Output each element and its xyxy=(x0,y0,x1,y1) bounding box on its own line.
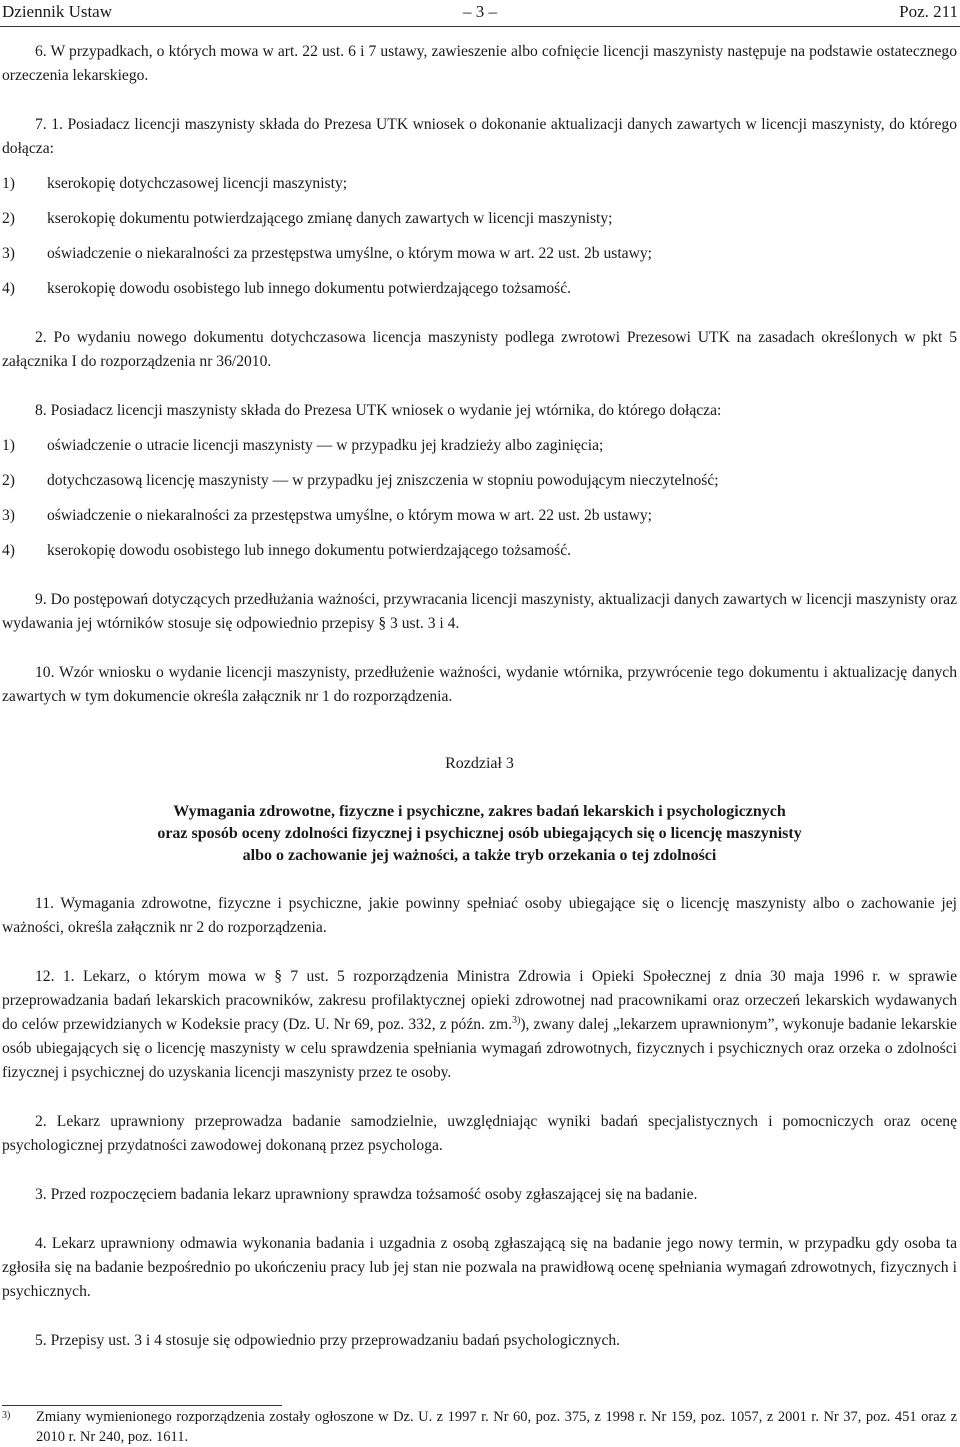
list-item xyxy=(2,434,957,458)
paragraph-7-1: 7. 1. Posiadacz licencji maszynisty składa do Prezesa UTK wniosek o dokonanie aktualizacji danych zawartych w licencji maszynisty, do którego dołącza: xyxy=(2,116,957,157)
list-number: 4) xyxy=(2,542,15,559)
chapter-title-line: albo o zachowanie jej ważności, a także tryb orzekania o tej zdolności xyxy=(242,847,717,864)
paragraph-12-1-part-a: 12. 1. Lekarz, o którym mowa w § 7 ust. 5 rozporządzenia Ministra Zdrowia i Opieki Społecznej z dnia 30 maja 1996 r. w sprawie przeprowadzania badań lekarskich pracowników, zakresu profilaktycznej opieki zdrowotnej nad pracownikami oraz orzeczeń lekarskich wydawanych do celów przewidzianych w Kodeksie pracy (Dz. U. Nr 69, poz. 332, z późn. zm. xyxy=(2,968,957,1033)
list-item xyxy=(2,277,957,301)
paragraph-12-3: 3. Przed rozpoczęciem badania lekarz uprawniony sprawdza tożsamość osoby zgłaszającej się na badanie. xyxy=(35,1186,698,1203)
list-text: kserokopię dowodu osobistego lub innego dokumentu potwierdzającego tożsamość. xyxy=(47,280,572,297)
list-text: kserokopię dowodu osobistego lub innego dokumentu potwierdzającego tożsamość. xyxy=(47,542,572,559)
paragraph-10: 10. Wzór wniosku o wydanie licencji maszynisty, przedłużenie ważności, wydanie wtórnika, przywrócenie tego dokumentu i aktualizację danych zawartych w tym dokumencie określa załącznik nr 1 do rozporządzenia. xyxy=(2,664,957,705)
list-text: kserokopię dotychczasowej licencji maszynisty; xyxy=(47,175,348,192)
list-number: 3) xyxy=(2,245,15,262)
list-number: 2) xyxy=(2,472,15,489)
footnote xyxy=(2,1407,957,1447)
list-text: dotychczasową licencję maszynisty — w przypadku jej zniszczenia w stopniu powodującym nieczytelność; xyxy=(47,472,719,489)
paragraph-7-2: 2. Po wydaniu nowego dokumentu dotychczasowa licencja maszynisty podlega zwrotowi Prezesowi UTK na zasadach określonych w pkt 5 załącznika I do rozporządzenia nr 36/2010. xyxy=(2,329,957,370)
list-item xyxy=(2,469,957,493)
list-text: kserokopię dokumentu potwierdzającego zmianę danych zawartych w licencji maszynisty; xyxy=(47,210,613,227)
list-number: 2) xyxy=(2,210,15,227)
paragraph-8: 8. Posiadacz licencji maszynisty składa do Prezesa UTK wniosek o wydanie jej wtórnika, do którego dołącza: xyxy=(35,402,722,419)
journal-title: Dziennik Ustaw xyxy=(2,2,113,21)
footnote-divider xyxy=(2,1405,282,1406)
list-text: oświadczenie o utracie licencji maszynisty — w przypadku jej kradzieży albo zaginięcia; xyxy=(47,437,604,454)
paragraph-12-5: 5. Przepisy ust. 3 i 4 stosuje się odpowiednio przy przeprowadzaniu badań psychologicznych. xyxy=(35,1332,621,1349)
list-item xyxy=(2,504,957,528)
list-item xyxy=(2,539,957,563)
paragraph-11: 11. Wymagania zdrowotne, fizyczne i psychiczne, jakie powinny spełniać osoby ubiegające się o licencję maszynisty albo o zachowanie jej ważności, określa załącznik nr 2 do rozporządzenia. xyxy=(2,895,957,936)
footnote-text: Zmiany wymienionego rozporządzenia zostały ogłoszone w Dz. U. z 1997 r. Nr 60, poz. 375, z 1998 r. Nr 159, poz. 1057, z 2001 r. Nr 37, poz. 451 oraz z 2010 r. Nr 240, poz. 1611. xyxy=(36,1409,957,1445)
paragraph-12-1-part-b: ), zwany dalej „lekarzem uprawnionym”, wykonuje badanie lekarskie osób ubiegających się o licencję maszynisty w celu sprawdzenia spełniania wymagań zdrowotnych, fizycznych i psychicznych oraz orzeka o zdolności fizycznej i psychicznej do uzyskania licencji maszynisty przez te osoby. xyxy=(2,1016,957,1081)
page-number: – 3 – xyxy=(463,2,497,21)
list-item xyxy=(2,207,957,231)
paragraph-12-1 xyxy=(2,965,957,1085)
paragraph-12-2: 2. Lekarz uprawniony przeprowadza badanie samodzielnie, uwzględniając wyniki badań specjalistycznych i pomocniczych oraz ocenę psychologicznej przydatności zawodowej dokonaną przez psychologa. xyxy=(2,1113,957,1154)
chapter-title-line: oraz sposób oceny zdolności fizycznej i psychicznej osób ubiegających się o licencję maszynisty xyxy=(157,825,802,842)
list-item xyxy=(2,242,957,266)
position-number: Poz. 211 xyxy=(899,2,958,21)
footnote-reference[interactable]: 3) xyxy=(512,1014,521,1026)
list-number: 4) xyxy=(2,280,15,297)
chapter-title-line: Wymagania zdrowotne, fizyczne i psychiczne, zakres badań lekarskich i psychologicznych xyxy=(173,803,786,820)
list-number: 1) xyxy=(2,437,15,454)
footnote-mark: 3) xyxy=(2,1410,11,1421)
page-header xyxy=(0,0,960,27)
document-body xyxy=(2,40,957,1353)
paragraph-6: 6. W przypadkach, o których mowa w art. 22 ust. 6 i 7 ustawy, zawieszenie albo cofnięcie licencji maszynisty następuje na podstawie ostatecznego orzeczenia lekarskiego. xyxy=(2,43,957,84)
list-number: 3) xyxy=(2,507,15,524)
chapter-label: Rozdział 3 xyxy=(445,755,514,772)
list-text: oświadczenie o niekaralności za przestępstwa umyślne, o którym mowa w art. 22 ust. 2b ustawy; xyxy=(47,245,652,262)
paragraph-12-4: 4. Lekarz uprawniony odmawia wykonania badania i uzgadnia z osobą zgłaszającą się na badanie jego nowy termin, w przypadku gdy osoba ta zgłosiła się na badanie bezpośrednio po ukończeniu pracy lub jej stan nie pozwala na prawidłową ocenę spełniania wymagań zdrowotnych, fizycznych i psychicznych. xyxy=(2,1235,957,1300)
list-item xyxy=(2,172,957,196)
list-number: 1) xyxy=(2,175,15,192)
chapter-title xyxy=(2,801,957,867)
paragraph-9: 9. Do postępowań dotyczących przedłużania ważności, przywracania licencji maszynisty, aktualizacji danych zawartych w licencji maszynisty oraz wydawania jej wtórników stosuje się odpowiednio przepisy § 3 ust. 3 i 4. xyxy=(2,591,957,632)
list-text: oświadczenie o niekaralności za przestępstwa umyślne, o którym mowa w art. 22 ust. 2b ustawy; xyxy=(47,507,652,524)
